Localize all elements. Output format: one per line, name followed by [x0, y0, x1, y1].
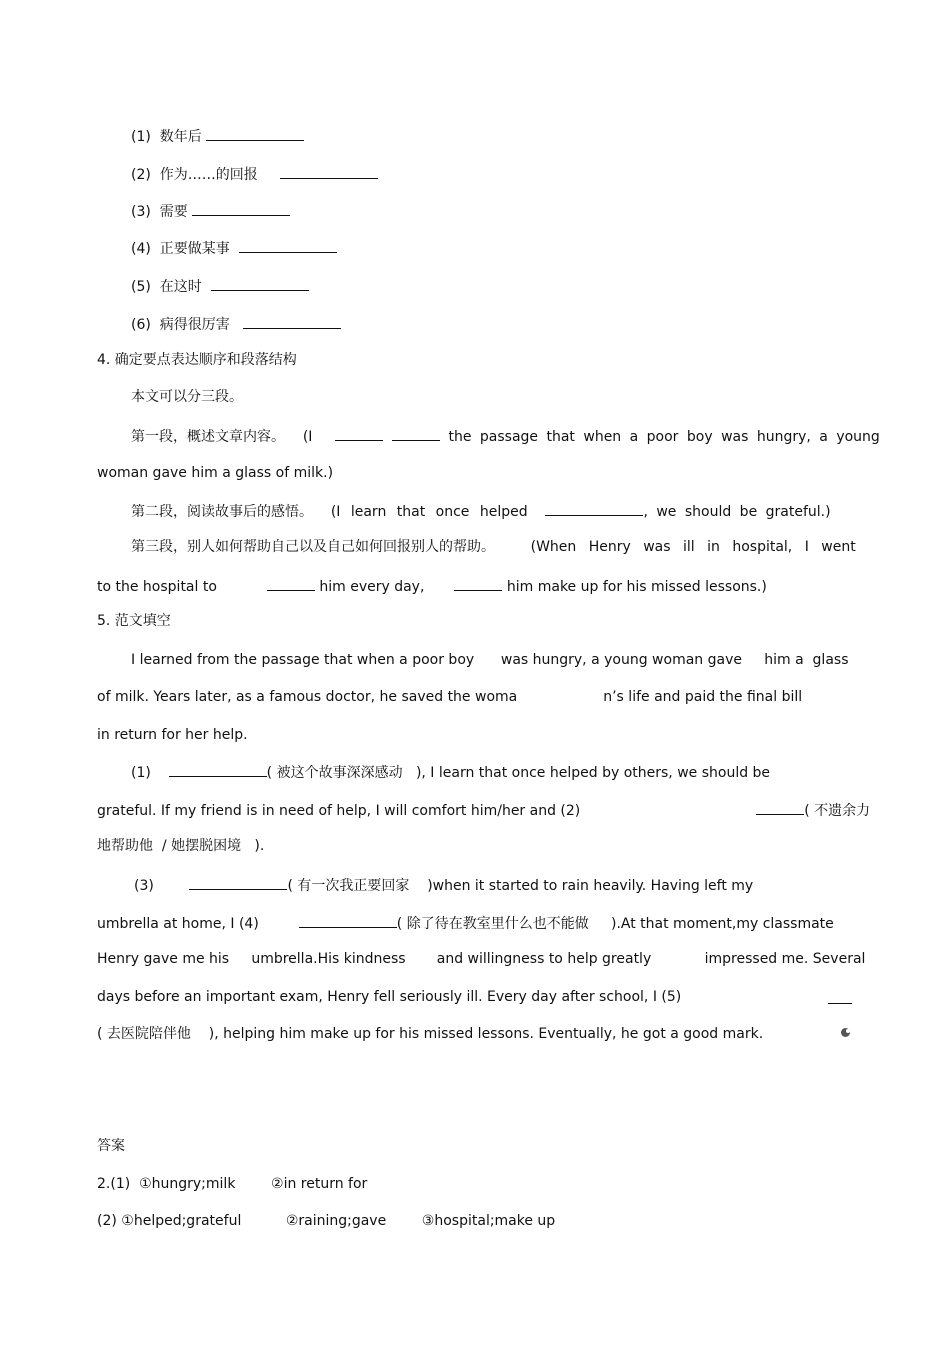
outline-paragraph-2	[131, 501, 831, 521]
section-heading: 4. 确定要点表达顺序和段落结构	[97, 352, 297, 368]
vocab-number: (4)	[131, 241, 151, 257]
question-number: (3)	[134, 878, 154, 894]
vocab-number: (1)	[131, 129, 151, 145]
essay-text: umbrella at home, I (4)	[97, 916, 259, 932]
answer-blank[interactable]	[239, 238, 337, 253]
answer-blank[interactable]	[192, 201, 290, 216]
outline-text: him every day,	[319, 579, 425, 595]
answer-blank[interactable]	[392, 426, 440, 441]
vocab-text: 作为……的回报	[159, 167, 258, 183]
vocab-item-1	[131, 126, 304, 146]
vocab-text: 需要	[159, 204, 188, 220]
essay-text: ).At that moment,my classmate	[610, 916, 834, 932]
essay-question-1	[131, 762, 770, 782]
chinese-hint: 地帮助他 / 她摆脱困境 ).	[97, 838, 265, 854]
essay-question-4	[97, 913, 834, 933]
question-number: (1)	[131, 765, 151, 781]
outline-text: (I	[302, 429, 313, 445]
essay-line: I learned from the passage that when a poor boy was hungry, a young woman gave him a glass	[131, 652, 849, 668]
answer-blank[interactable]	[756, 800, 804, 815]
vocab-item-5	[131, 276, 309, 296]
essay-line	[97, 1025, 763, 1043]
answer-blank[interactable]	[206, 126, 304, 141]
vocab-number: (5)	[131, 279, 151, 295]
chinese-hint: ( 除了待在教室里什么也不能做	[396, 916, 589, 932]
vocab-text: 在这时	[159, 279, 202, 295]
section-heading: 5. 范文填空	[97, 613, 171, 629]
outline-text: , we should be grateful.)	[643, 504, 831, 520]
outline-line	[97, 576, 767, 596]
essay-question-2	[97, 800, 870, 820]
essay-text: ), I learn that once helped by others, we should be	[415, 765, 771, 781]
answer-blank[interactable]	[243, 314, 341, 329]
vocab-text: 数年后	[159, 129, 202, 145]
essay-text: of milk. Years later, as a famous doctor, he saved the woma	[97, 689, 518, 705]
essay-line: in return for her help.	[97, 727, 248, 743]
paragraph-text: 本文可以分三段。	[131, 389, 243, 405]
scan-mark-icon	[841, 1028, 850, 1037]
answer-blank[interactable]	[828, 989, 852, 1004]
answer-blank[interactable]	[454, 576, 502, 591]
essay-line: Henry gave me his umbrella.His kindness and willingness to help greatly impressed me. Several	[97, 951, 866, 967]
outline-label: 第二段，阅读故事后的感悟。	[131, 504, 313, 520]
outline-label: 第一段，概述文章内容。	[131, 429, 285, 445]
chinese-hint: ( 被这个故事深深感动	[266, 765, 403, 781]
answer-blank[interactable]	[211, 276, 309, 291]
vocab-number: (6)	[131, 317, 151, 333]
answer-blank[interactable]	[545, 501, 643, 516]
essay-question-3	[134, 875, 753, 895]
chinese-hint: ( 不遗余力	[804, 803, 871, 819]
essay-text: n’s life and paid the final bill	[603, 689, 803, 705]
vocab-text: 病得很厉害	[159, 317, 230, 333]
outline-text: him make up for his missed lessons.)	[506, 579, 767, 595]
vocab-item-2	[131, 164, 378, 184]
chinese-hint: ( 去医院陪伴他	[97, 1026, 191, 1042]
outline-text: the passage that when a poor boy was hungry, a young	[448, 429, 880, 445]
outline-text: (When Henry was ill in hospital, I went	[530, 539, 856, 555]
answer-blank[interactable]	[299, 913, 397, 928]
outline-text: (I learn that once helped	[330, 504, 528, 520]
answer-blank[interactable]	[189, 875, 287, 890]
essay-question-5	[97, 988, 681, 1006]
answer-line: (2) ①helped;grateful ②raining;gave ③hospital;make up	[97, 1213, 556, 1229]
essay-text: days before an important exam, Henry fell seriously ill. Every day after school, I (5)	[97, 989, 682, 1005]
vocab-item-4	[131, 238, 337, 258]
answer-blank[interactable]	[280, 164, 378, 179]
answer-line: 2.(1) ①hungry;milk ②in return for	[97, 1176, 368, 1192]
answer-blank[interactable]	[267, 576, 315, 591]
answer-blank[interactable]	[169, 762, 267, 777]
vocab-text: 正要做某事	[159, 241, 230, 257]
answer-blank[interactable]	[335, 426, 383, 441]
vocab-item-6	[131, 314, 341, 334]
essay-line	[97, 688, 802, 706]
outline-label: 第三段，别人如何帮助自己以及自己如何回报别人的帮助。	[131, 539, 495, 555]
answers-heading: 答案	[97, 1138, 125, 1154]
outline-text: to the hospital to	[97, 579, 217, 595]
outline-text: woman gave him a glass of milk.)	[97, 465, 334, 481]
vocab-number: (2)	[131, 167, 151, 183]
essay-text: ), helping him make up for his missed lessons. Eventually, he got a good mark.	[208, 1026, 764, 1042]
vocab-number: (3)	[131, 204, 151, 220]
outline-paragraph-3	[131, 538, 856, 556]
essay-text: )when it started to rain heavily. Having left my	[427, 878, 754, 894]
outline-paragraph-1	[131, 426, 880, 446]
essay-text: grateful. If my friend is in need of help, I will comfort him/her and (2)	[97, 803, 581, 819]
vocab-item-3	[131, 201, 290, 221]
chinese-hint: ( 有一次我正要回家	[287, 878, 410, 894]
